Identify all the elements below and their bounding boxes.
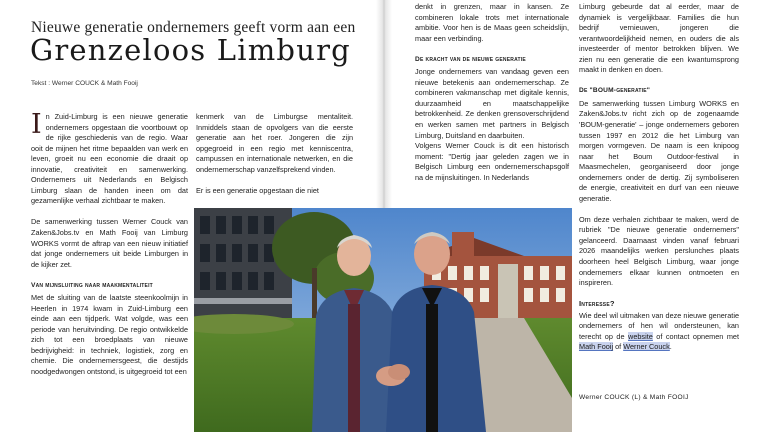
contact-paragraph — [579, 311, 739, 353]
paragraph: kenmerk van de Limburgse mentaliteit. Inmiddels staan de opvolgers van die eerste generatie aan het roer. Jongeren die zijn opgegroeid in een regio met kenniscentra, campussen en internationale netwerken, en die ondernemerschap vanzelfsprekend vinden. — [196, 112, 353, 174]
text-column-2 — [196, 112, 353, 196]
contact-text: . — [669, 342, 672, 352]
article-title: Grenzeloos Limburg — [30, 33, 351, 67]
section-heading: De "BOUM-generatie" — [579, 87, 651, 95]
section-heading: De kracht van de nieuwe generatie — [415, 55, 526, 63]
photo-caption: Werner COUCK (L) & Math FOOIJ — [579, 394, 689, 401]
section-heading: Van mijnsluiting naar maakmentaliteit — [31, 281, 153, 289]
article-photo — [194, 208, 572, 432]
paragraph: Limburg gebeurde dat al eerder, maar de dynamiek is vergelijkbaar. Families die hun bedrijf vernieuwen, jongeren die verantwoordelijkheid nemen, en ouders die als investeerder of mentor betrokken blijven. We zien nu een generatie die een kwantumsprong maakt in denken en doen. — [579, 2, 739, 75]
article-byline: Tekst : Werner COUCK & Math Fooij — [31, 80, 138, 87]
paragraph: De samenwerking tussen Werner Couck van Zaken&Jobs.tv en Math Fooij van Limburg WORKS vormt de aftrap van een nieuw initiatief dat jonge ondernemers uit beide Limburgen in de kijker zet. — [31, 217, 188, 269]
text-column-4 — [579, 2, 739, 353]
paragraph: Jonge ondernemers van vandaag geven een nieuwe betekenis aan ondernemerschap. Ze combineren vakmanschap met digitale kennis, duurzaamheid en maatschappelijke betrokkenheid. Ze denken grensoverschrijdend en werken samen met partners in Belgisch Limburg, Duitsland en daarbuiten. — [415, 67, 569, 140]
text-column-3 — [415, 2, 569, 183]
paragraph: Er is een generatie opgestaan die niet — [196, 185, 319, 195]
website-link[interactable]: website — [628, 331, 653, 341]
text-column-1 — [31, 109, 188, 378]
paragraph: denkt in grenzen, maar in kansen. Ze combineren lokale trots met internationale ambitie. Voor hen is de Maas geen scheidslijn, maar een verbinding. — [415, 2, 569, 43]
math-fooij-link[interactable]: Math Fooij — [579, 342, 614, 352]
interesse-heading: Interesse? — [579, 299, 615, 309]
paragraph: Om deze verhalen zichtbaar te maken, werd de rubriek "De nieuwe generatie ondernemers" gelanceerd. Daarnaast vinden vanaf februari 2026 maandelijks werken perslunches plaats doorheen heel Belgisch Limburg, waar jonge ondernemers elkaar kunnen ontmoeten en inspireren. — [579, 214, 739, 288]
paragraph: Volgens Werner Couck is dit een historisch moment: "Dertig jaar geleden zagen we in Belgisch Limburg een ondernemerschapsgolf na de mijnsluitingen. In Nederlands — [415, 141, 569, 182]
werner-couck-link[interactable]: Werner Couck — [623, 342, 670, 352]
contact-text: Wie deel wil uitmaken van deze nieuwe generatie ondernemers of hen wil ondersteunen, kan terecht op de — [579, 310, 739, 341]
contact-text: of contact opnemen met — [652, 331, 740, 341]
contact-text: of — [613, 342, 624, 352]
article-kicker: Nieuwe generatie ondernemers geeft vorm aan een — [31, 19, 356, 36]
intro-paragraph: n Zuid-Limburg is een nieuwe generatie ondernemers opgestaan die voortbouwt op de rijke geschiedenis van de regio. Waar ooit de mijnen het ritme bepaalden van werk en leven, groeit nu een economie die draait op innovatie, creativiteit en samenwerking. Ondernemers uit Nederlands en Belgisch Limburg slaan de handen ineen om dat gezamenlijke verhaal zichtbaar te maken. — [31, 112, 188, 206]
drop-cap: I — [31, 109, 42, 140]
paragraph: De samenwerking tussen Limburg WORKS en Zaken&Jobs.tv richt zich op de zogenaamde 'BOUM-generatie' – jonge ondernemers geboren tussen 1997 en 2012 die het Limburg van morgen vormgeven. De naam is een knipoog naar het Boum Outdoor-festival in Maasmechelen, georganiseerd door jonge ondernemers onder de dertig. Zij symboliseren de energie, creativiteit en durf van een nieuwe generatie. — [579, 98, 739, 203]
paragraph: Met de sluiting van de laatste steenkoolmijn in Heerlen in 1974 kwam in Zuid-Limburg een einde aan een tijdperk. Wat volgde, was een periode van heruitvinding. De regio ontwikkelde zich tot een broedplaats van nieuwe bedrijvigheid: in techniek, logistiek, zorg en chemie. Die ondernemersgeest, die destijds noodgedwongen ontstond, is uitgegroeid tot een — [31, 293, 188, 377]
